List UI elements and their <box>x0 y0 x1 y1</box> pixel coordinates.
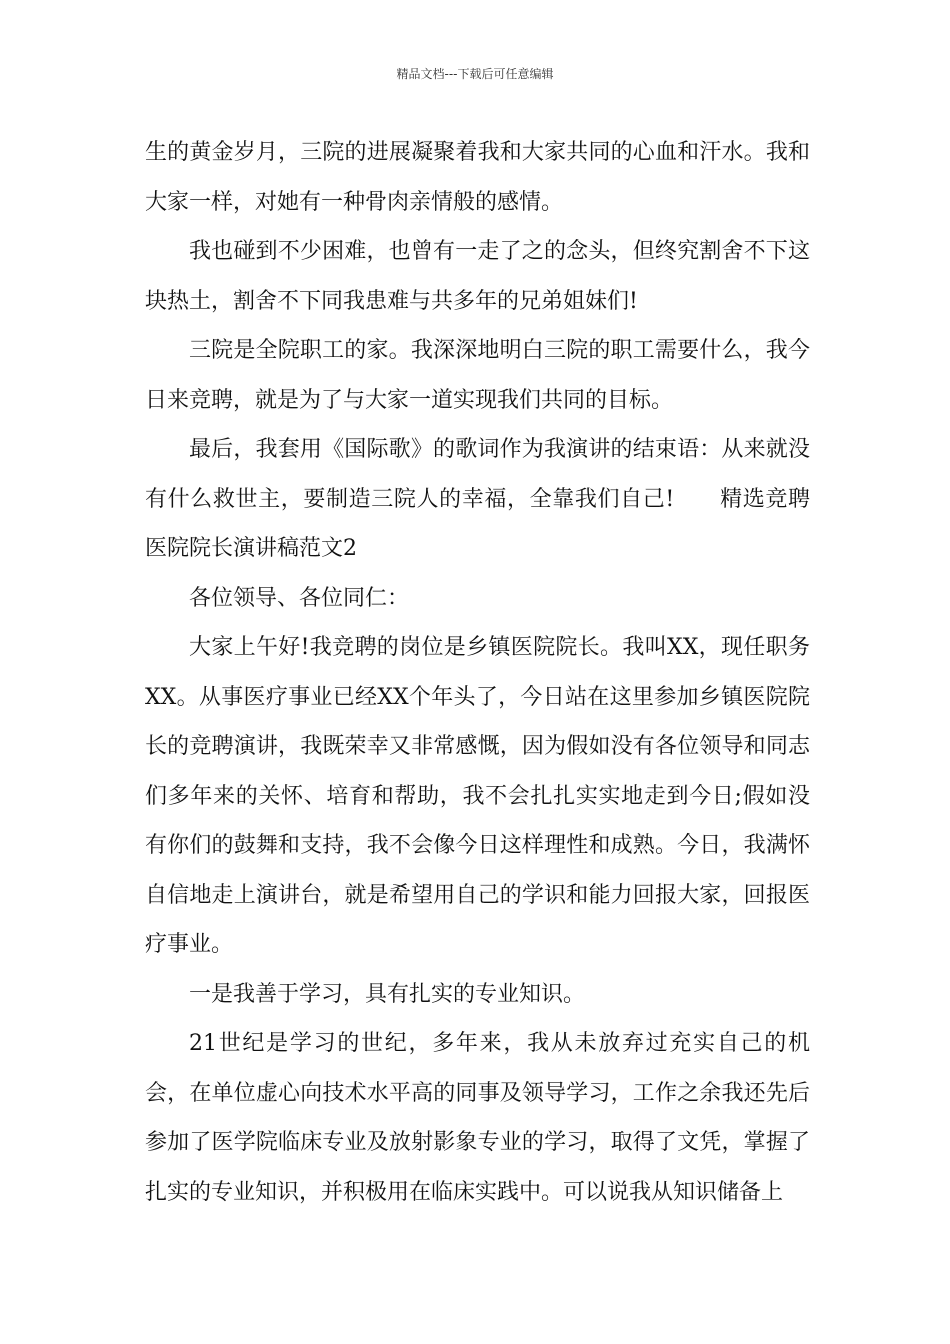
paragraph-2: 我也碰到不少困难，也曾有一走了之的念头，但终究割舍不下这块热土，割舍不下同我患难与共多年的兄弟姐妹们! <box>145 239 810 314</box>
paragraph-1: 生的黄金岁月，三院的进展凝聚着我和大家共同的心血和汗水。我和大家一样，对她有一种骨肉亲情般的感情。 <box>145 140 810 215</box>
paragraph-4: 最后，我套用《国际歌》的歌词作为我演讲的结束语：从来就没有什么救世主，要制造三院人的幸福，全靠我们自己! 精选竞聘医院院长演讲稿范文2 <box>145 437 810 561</box>
paragraph-7: 一是我善于学习，具有扎实的专业知识。 <box>189 981 586 1007</box>
paragraph-6: 大家上午好!我竞聘的岗位是乡镇医院院长。我叫XX，现任职务XX。从事医疗事业已经XX个年头了，今日站在这里参加乡镇医院院长的竞聘演讲，我既荣幸又非常感慨，因为假如没有各位领导和同志们多年来的关怀、培育和帮助，我不会扎扎实实地走到今日;假如没有你们的鼓舞和支持，我不会像今日这样理性和成熟。今日，我满怀自信地走上演讲台，就是希望用自己的学识和能力回报大家，回报医疗事业。 <box>145 635 810 957</box>
page-header: 精品文档---下载后可任意编辑 <box>396 67 554 81</box>
document-body <box>145 128 810 1217</box>
paragraph-3: 三院是全院职工的家。我深深地明白三院的职工需要什么，我今日来竞聘，就是为了与大家一道实现我们共同的目标。 <box>145 338 810 413</box>
paragraph-5: 各位领导、各位同仁： <box>189 585 410 611</box>
paragraph-8: 21世纪是学习的世纪，多年来，我从未放弃过充实自己的机会，在单位虚心向技术水平高的同事及领导学习，工作之余我还先后参加了医学院临床专业及放射影象专业的学习，取得了文凭，掌握了扎实的专业知识，并积极用在临床实践中。可以说我从知识储备上 <box>145 1031 810 1205</box>
